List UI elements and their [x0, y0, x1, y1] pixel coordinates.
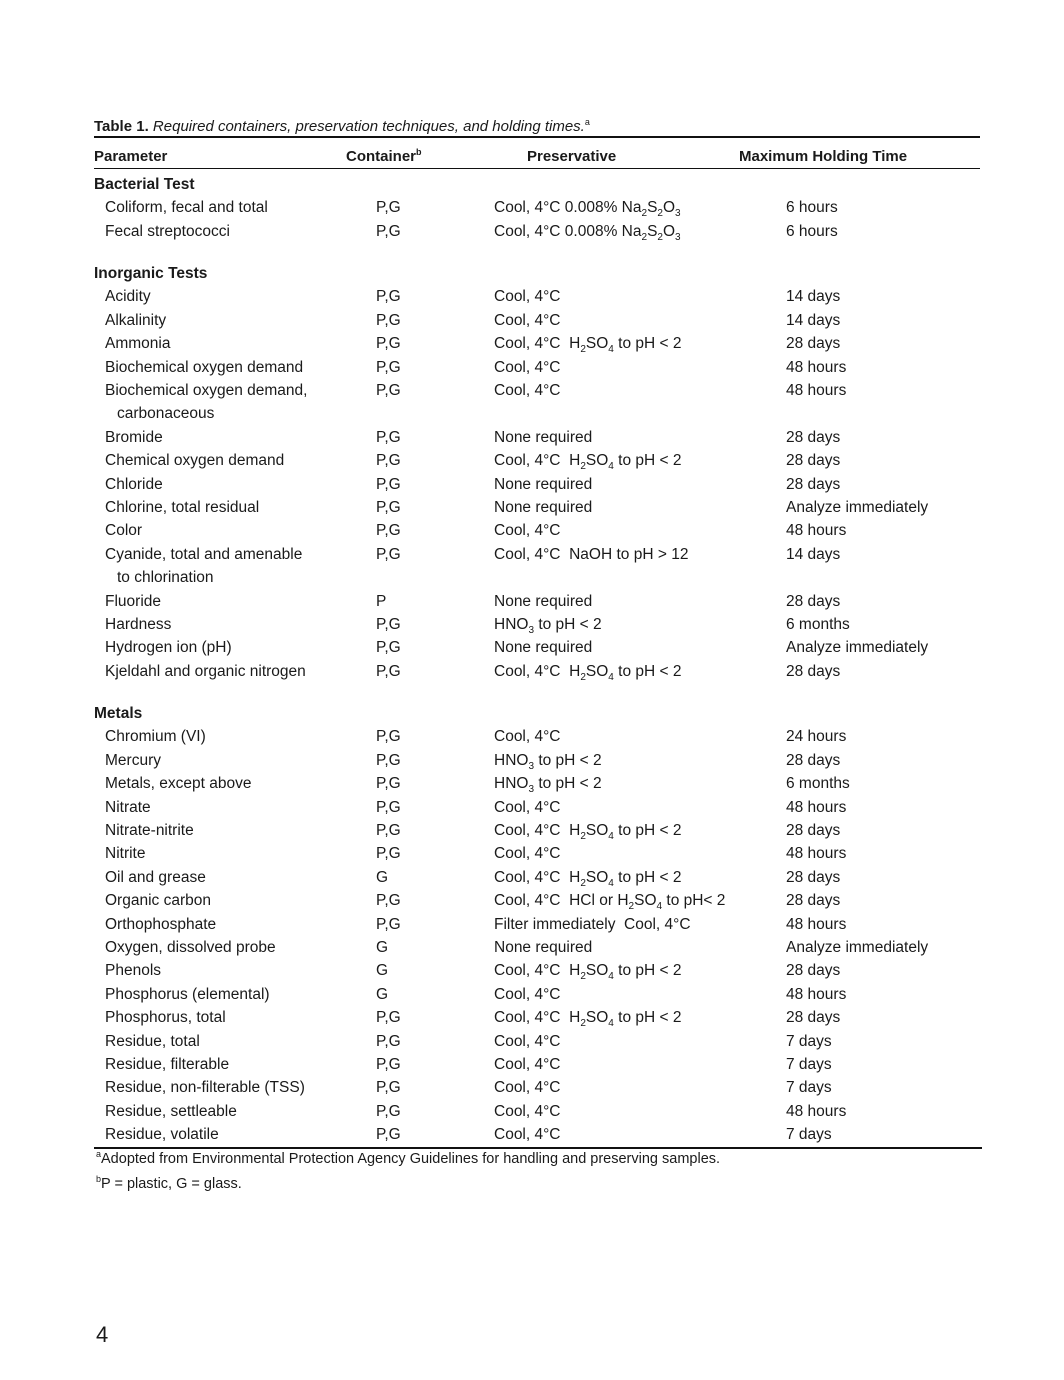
container-cell: P,G: [376, 475, 401, 493]
holding-time-cell: 14 days: [786, 311, 841, 329]
container-cell: G: [376, 962, 389, 980]
parameter-cell: Phosphorus, total: [105, 1009, 226, 1027]
preservative-cell: Filter immediately Cool, 4°C: [494, 915, 691, 933]
preservative-cell: None required: [494, 428, 593, 446]
preservative-cell: Cool, 4°C $H_2SO_4$ to pH < 2: [494, 335, 682, 356]
holding-time-cell: 24 hours: [786, 728, 847, 746]
holding-time-cell: 14 days: [786, 545, 841, 563]
holding-time-cell: 48 hours: [786, 382, 847, 399]
parameter-cell: Residue, settleable: [105, 1102, 237, 1120]
preservative-cell: Cool, 4°C: [494, 985, 561, 1003]
parameter-cell: Nitrate: [105, 798, 151, 816]
container-cell: P,G: [376, 616, 401, 633]
parameter-cell: Nitrate-nitrite: [105, 822, 194, 839]
parameter-cell: Chloride: [105, 475, 163, 493]
parameter-cell: Kjeldahl and organic nitrogen: [105, 662, 306, 680]
container-cell: P,G: [376, 798, 401, 816]
preservative-cell: Cool, 4°C $H_2SO_4$ to pH < 2: [494, 662, 682, 683]
parameter-cell: Alkalinity: [105, 311, 167, 329]
container-cell: P,G: [376, 662, 401, 680]
holding-time-cell: 6 hours: [786, 222, 838, 240]
preservative-cell: Cool, 4°C $H_2SO_4$ to pH < 2: [494, 452, 682, 473]
parameter-cell: Chromium (VI): [105, 728, 206, 746]
container-cell: P,G: [376, 915, 401, 933]
holding-time-cell: 28 days: [786, 962, 841, 980]
preservative-cell: Cool, 4°C: [494, 798, 561, 816]
preservative-cell: Cool, 4°C: [494, 728, 561, 746]
container-cell: P,G: [376, 382, 401, 399]
parameter-cell: to chlorination: [117, 569, 214, 587]
footnote-b-mark: b: [96, 1174, 102, 1184]
header-parameter: Parameter: [94, 148, 168, 165]
container-cell: P,G: [376, 1032, 401, 1050]
container-cell: P,G: [376, 335, 401, 353]
parameter-cell: Cyanide, total and amenable: [105, 545, 303, 563]
holding-time-cell: 28 days: [786, 662, 841, 680]
preservative-cell: Cool, 4°C HCl or $H_2SO_4$ to pH< 2: [494, 892, 726, 913]
preservative-cell: Cool, 4°C: [494, 522, 561, 540]
preservative-cell: Cool, 4°C: [494, 845, 561, 863]
bottom-rule: [94, 1147, 982, 1149]
preservative-cell: $HNO_3$ to pH < 2: [494, 616, 602, 636]
container-cell: G: [376, 985, 389, 1003]
container-cell: P,G: [376, 199, 401, 217]
parameter-cell: Nitrite: [105, 845, 146, 863]
parameter-cell: Hydrogen ion (pH): [105, 639, 232, 657]
container-cell: G: [376, 939, 389, 956]
preservative-cell: Cool, 4°C $H_2SO_4$ to pH < 2: [494, 962, 682, 983]
parameter-cell: Orthophosphate: [105, 915, 217, 933]
header-preservative: Preservative: [527, 148, 617, 165]
preservative-cell: None required: [494, 499, 593, 516]
preservative-cell: Cool, 4°C: [494, 1102, 561, 1120]
container-cell: G: [376, 868, 389, 886]
parameter-cell: Acidity: [105, 288, 151, 306]
holding-time-cell: Analyze immediately: [786, 499, 929, 516]
container-cell: P,G: [376, 728, 401, 746]
footnote-b: [96, 1176, 242, 1192]
parameter-cell: Coliform, fecal and total: [105, 199, 268, 217]
parameter-cell: Residue, non-filterable (TSS): [105, 1079, 305, 1097]
holding-time-cell: 48 hours: [786, 798, 847, 816]
holding-time-cell: Analyze immediately: [786, 939, 929, 956]
preservative-cell: Cool, 4°C 0.008% $Na_2S_2O_3$: [494, 222, 681, 243]
holding-time-cell: 7 days: [786, 1056, 832, 1073]
preservative-cell: None required: [494, 939, 593, 956]
header-holding-time: Maximum Holding Time: [739, 148, 908, 165]
preservative-cell: Cool, 4°C: [494, 288, 561, 306]
section-title: Inorganic Tests: [94, 265, 208, 282]
parameter-cell: Organic carbon: [105, 892, 211, 910]
parameter-cell: Biochemical oxygen demand: [105, 358, 304, 376]
container-cell: P,G: [376, 222, 401, 240]
container-cell: P,G: [376, 639, 401, 657]
parameter-cell: Bromide: [105, 428, 163, 446]
parameter-cell: carbonaceous: [117, 405, 215, 423]
preservative-cell: Cool, 4°C $H_2SO_4$ to pH < 2: [494, 1009, 682, 1030]
parameter-cell: Fecal streptococci: [105, 222, 230, 240]
holding-time-cell: 48 hours: [786, 522, 847, 540]
parameter-cell: Metals, except above: [105, 775, 252, 793]
table-number: Table 1.: [94, 118, 149, 135]
parameter-cell: Oil and grease: [105, 868, 206, 886]
parameter-cell: Residue, volatile: [105, 1126, 219, 1144]
header-container-label: Container: [346, 148, 417, 165]
footnote-a-mark: a: [96, 1149, 102, 1159]
holding-time-cell: 6 months: [786, 616, 850, 633]
preservative-cell: $HNO_3$ to pH < 2: [494, 775, 602, 796]
container-cell: P,G: [376, 1056, 401, 1073]
table-title: Required containers, preservation techniques, and holding times.: [152, 118, 585, 135]
preservative-cell: Cool, 4°C: [494, 311, 561, 329]
container-cell: P,G: [376, 311, 401, 329]
holding-time-cell: 48 hours: [786, 358, 847, 376]
parameter-cell: Color: [105, 522, 143, 540]
container-cell: P,G: [376, 845, 401, 863]
section-title: Metals: [94, 705, 143, 722]
container-cell: P,G: [376, 775, 401, 793]
parameter-cell: Oxygen, dissolved probe: [105, 939, 276, 956]
holding-time-cell: 28 days: [786, 1009, 841, 1027]
header-container-note: b: [416, 147, 422, 157]
parameter-cell: Phenols: [105, 962, 162, 980]
container-cell: P,G: [376, 1079, 401, 1097]
preservative-cell: Cool, 4°C: [494, 1032, 561, 1050]
container-cell: P,G: [376, 522, 401, 540]
container-cell: P,G: [376, 751, 401, 769]
container-cell: P,G: [376, 545, 401, 563]
holding-time-cell: 28 days: [786, 428, 841, 446]
preservative-cell: Cool, 4°C: [494, 1079, 561, 1097]
container-cell: P,G: [376, 892, 401, 910]
holding-time-cell: 6 hours: [786, 199, 838, 217]
container-cell: P,G: [376, 288, 401, 306]
footnote-b-text: P = plastic, G = glass.: [101, 1176, 242, 1192]
container-cell: P: [376, 592, 387, 610]
preservative-cell: Cool, 4°C $H_2SO_4$ to pH < 2: [494, 868, 682, 889]
preservative-cell: None required: [494, 475, 593, 493]
holding-time-cell: 28 days: [786, 335, 841, 353]
parameter-cell: Biochemical oxygen demand,: [105, 382, 308, 399]
footnote-a: [96, 1151, 720, 1167]
holding-time-cell: 48 hours: [786, 985, 847, 1003]
preservative-cell: Cool, 4°C: [494, 1056, 561, 1073]
preservative-cell: Cool, 4°C 0.008% $Na_2S_2O_3$: [494, 199, 681, 220]
holding-time-cell: 6 months: [786, 775, 850, 793]
preservative-cell: Cool, 4°C $H_2SO_4$ to pH < 2: [494, 822, 682, 842]
holding-time-cell: 48 hours: [786, 845, 847, 863]
preservative-cell: $HNO_3$ to pH < 2: [494, 751, 602, 772]
holding-time-cell: 28 days: [786, 475, 841, 493]
holding-time-cell: 48 hours: [786, 1102, 847, 1120]
container-cell: P,G: [376, 452, 401, 470]
holding-time-cell: 28 days: [786, 892, 841, 910]
parameter-cell: Residue, filterable: [105, 1056, 230, 1073]
parameter-cell: Mercury: [105, 751, 161, 769]
holding-time-cell: 28 days: [786, 452, 841, 470]
container-cell: P,G: [376, 499, 401, 516]
holding-time-cell: 7 days: [786, 1079, 832, 1097]
holding-time-cell: 28 days: [786, 592, 841, 610]
container-cell: P,G: [376, 1126, 401, 1144]
section-title: Bacterial Test: [94, 176, 195, 193]
parameter-cell: Hardness: [105, 616, 172, 633]
holding-time-cell: 28 days: [786, 822, 841, 839]
caption-note-mark: a: [584, 117, 590, 127]
parameter-cell: Ammonia: [105, 335, 171, 353]
parameter-cell: Chlorine, total residual: [105, 499, 260, 516]
parameter-cell: Phosphorus (elemental): [105, 985, 270, 1003]
preservative-cell: None required: [494, 592, 593, 610]
container-cell: P,G: [376, 1009, 401, 1027]
parameter-cell: Residue, total: [105, 1032, 200, 1050]
footnote-a-text: Adopted from Environmental Protection Agency Guidelines for handling and preserving samples.: [101, 1151, 721, 1167]
holding-time-cell: Analyze immediately: [786, 639, 929, 657]
container-cell: P,G: [376, 358, 401, 376]
holding-time-cell: 14 days: [786, 288, 841, 306]
preservative-cell: Cool, 4°C: [494, 358, 561, 376]
holding-time-cell: 48 hours: [786, 915, 847, 933]
holding-time-cell: 28 days: [786, 868, 841, 886]
preservative-cell: Cool, 4°C: [494, 382, 561, 399]
parameter-cell: Fluoride: [105, 592, 161, 610]
preservative-cell: Cool, 4°C NaOH to pH > 12: [494, 545, 689, 563]
holding-time-cell: 7 days: [786, 1126, 832, 1144]
container-cell: P,G: [376, 1102, 401, 1120]
parameter-cell: Chemical oxygen demand: [105, 452, 285, 470]
container-cell: P,G: [376, 428, 401, 446]
container-cell: P,G: [376, 822, 401, 839]
preservative-cell: None required: [494, 639, 593, 657]
holding-time-cell: 7 days: [786, 1032, 832, 1050]
preservative-cell: Cool, 4°C: [494, 1126, 561, 1144]
holding-time-cell: 28 days: [786, 751, 841, 769]
page-number: 4: [96, 1322, 109, 1347]
